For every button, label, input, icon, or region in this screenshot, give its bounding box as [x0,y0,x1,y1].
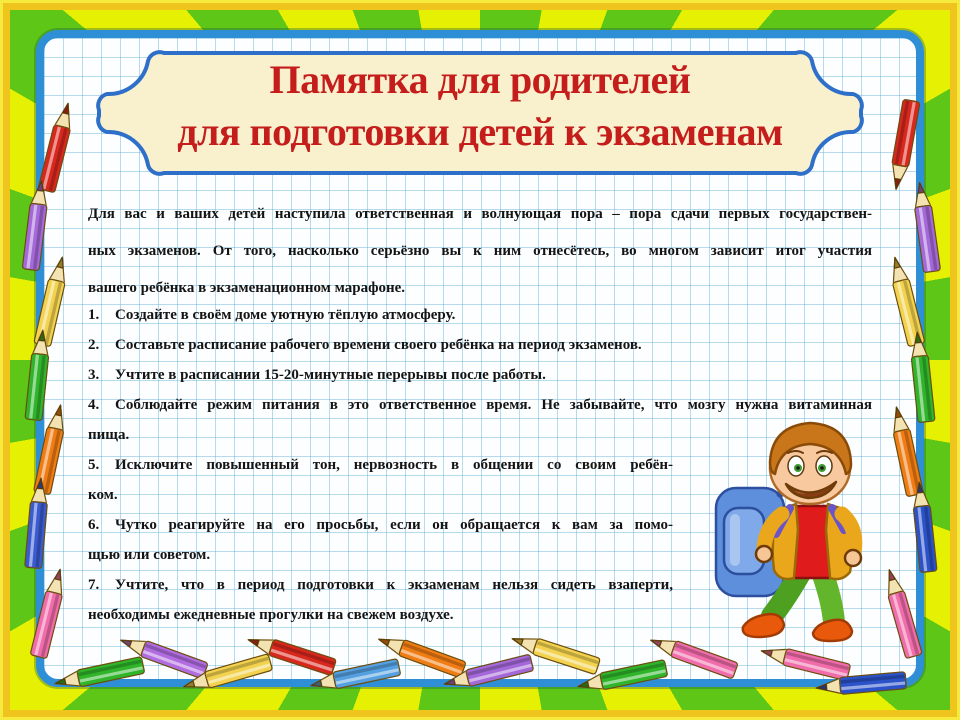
title-plaque [94,48,866,178]
title-line-2: для подготовки детей к экзаменам [177,109,783,154]
memo-text [88,196,872,623]
item-number: 6. [88,517,100,533]
advice-item [88,570,673,630]
intro-line: вашего ребёнка в экзаменационном марафоне. [88,280,406,296]
item-number: 4. [88,397,100,413]
item-text: Соблюдайте режим питания в это ответственное время. Не забывайте, что мозгу нужна витаминная [115,397,872,413]
advice-item [88,360,872,390]
item-number: 2. [88,337,100,353]
advice-item [88,300,872,330]
item-text: Учтите в расписании 15-20-минутные перерывы после работы. [115,367,546,383]
intro-line: Для вас и ваших детей наступила ответственная и волнующая пора – пора сдачи первых государствен- [88,206,872,222]
advice-item [88,510,673,570]
item-text: Чутко реагируйте на его просьбы, если он обращается к вам за помо- [115,517,673,533]
item-text: Исключите повышенный тон, нервозность в общении со своим ребён- [115,457,673,473]
poster-title [94,54,866,158]
item-text: Составьте расписание рабочего времени своего ребёнка на период экзаменов. [115,337,642,353]
advice-item [88,450,673,510]
schoolboy-illustration [710,410,895,665]
item-text: Создайте в своём доме уютную тёплую атмосферу. [115,307,456,323]
item-continuation: щью или советом. [88,547,211,563]
item-number: 1. [88,307,100,323]
item-continuation: ком. [88,487,118,503]
title-line-1: Памятка для родителей [269,57,691,102]
item-continuation: пища. [88,427,130,443]
intro-paragraph [88,196,872,307]
item-text: Учтите, что в период подготовки к экзаменам нельзя сидеть взаперти, [115,577,673,593]
item-continuation: необходимы ежедневные прогулки на свежем воздухе. [88,607,454,623]
item-number: 3. [88,367,100,383]
item-number: 7. [88,577,100,593]
paper-panel [36,30,924,687]
item-number: 5. [88,457,100,473]
advice-item [88,330,872,360]
intro-line: ных экзаменов. От того, насколько серьёзно вы к ним отнесётесь, во многом зависит итог участия [88,243,872,259]
